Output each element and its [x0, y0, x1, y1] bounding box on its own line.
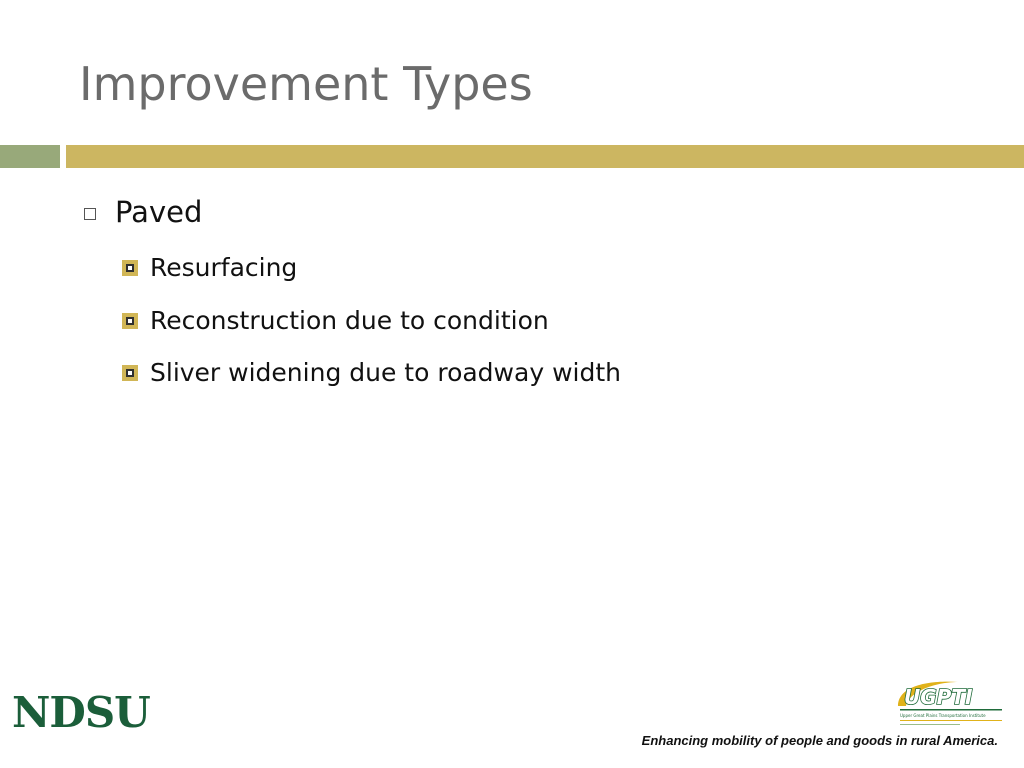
bullet-level2-item [122, 355, 621, 389]
bullet-level1-paved [82, 192, 202, 232]
bullet-level1-text: Paved [115, 195, 203, 229]
bullet-level2-item [122, 250, 297, 284]
ugpti-rule-small [900, 724, 960, 725]
bullet-level2-text: Reconstruction due to condition [150, 305, 549, 335]
bullet-level2-item [122, 303, 549, 337]
ugpti-rule-gold [900, 720, 1002, 721]
bullet-level2-text: Resurfacing [150, 252, 298, 282]
gold-square-bullet-icon [122, 365, 138, 381]
bullet-level2-text: Sliver widening due to roadway width [150, 357, 621, 387]
ugpti-logo [888, 676, 1006, 734]
ugpti-rule [900, 709, 1002, 711]
slide-title: Improvement Types [79, 57, 533, 111]
hollow-square-icon [84, 208, 96, 220]
ugpti-logo-text: UGPTI [904, 685, 973, 709]
footer-tagline: Enhancing mobility of people and goods in rural America. [641, 733, 998, 748]
ugpti-subtitle: Upper Great Plains Transportation Institute [900, 713, 986, 718]
gold-square-bullet-icon [122, 260, 138, 276]
gold-square-bullet-icon [122, 313, 138, 329]
ndsu-logo: NDSU [12, 688, 150, 737]
